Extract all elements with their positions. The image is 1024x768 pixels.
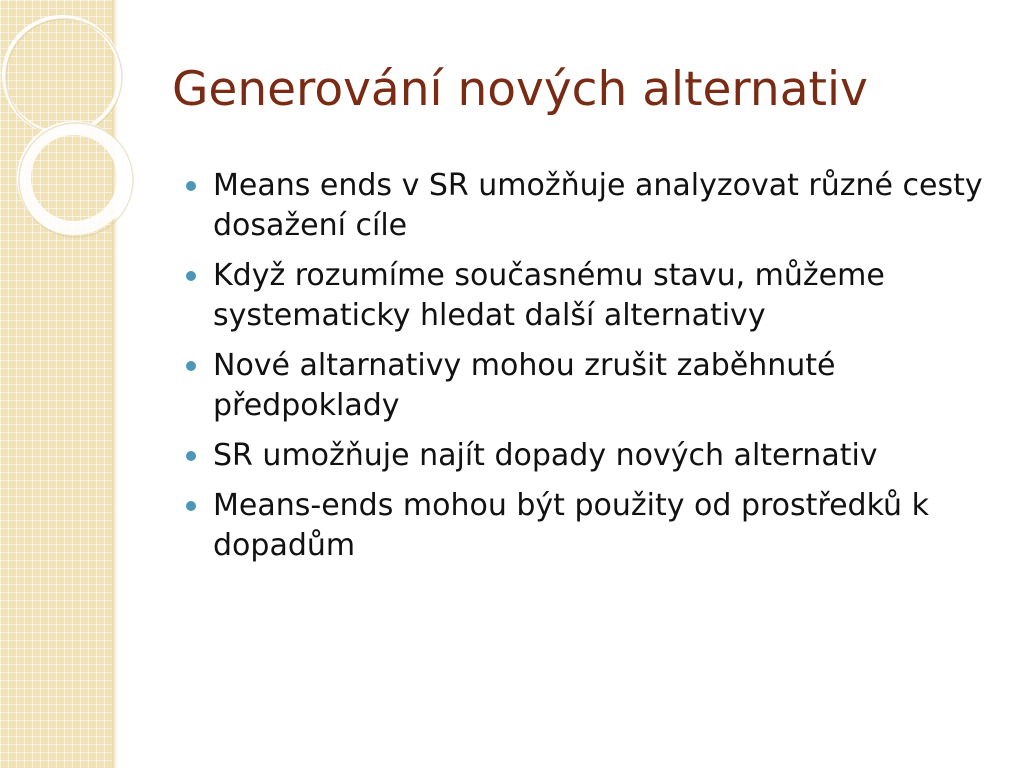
bullet-item [186,256,1006,336]
side-panel-edge [112,0,118,768]
decorative-side-panel [0,0,112,768]
bullet-list [186,166,1006,576]
bullet-item [186,166,1006,246]
bullet-text: Když rozumíme současnému stavu, můžeme systematicky hledat další alternativy [213,258,885,333]
bullet-marker-icon [186,181,196,191]
bullet-item [186,436,1006,476]
bullet-marker-icon [186,451,196,461]
bullet-marker-icon [186,361,196,371]
slide-title: Generování nových alternativ [172,62,868,117]
bullet-marker-icon [186,271,196,281]
bullet-marker-icon [186,501,196,511]
bullet-text: Nové altarnativy mohou zrušit zaběhnuté předpoklady [213,348,836,423]
bullet-item [186,486,1006,566]
bullet-text: Means-ends mohou být použity od prostředků k dopadům [213,488,929,563]
bullet-text: SR umožňuje najít dopady nových alternativ [213,438,878,473]
bullet-text: Means ends v SR umožňuje analyzovat různé cesty dosažení cíle [213,168,983,243]
bullet-item [186,346,1006,426]
